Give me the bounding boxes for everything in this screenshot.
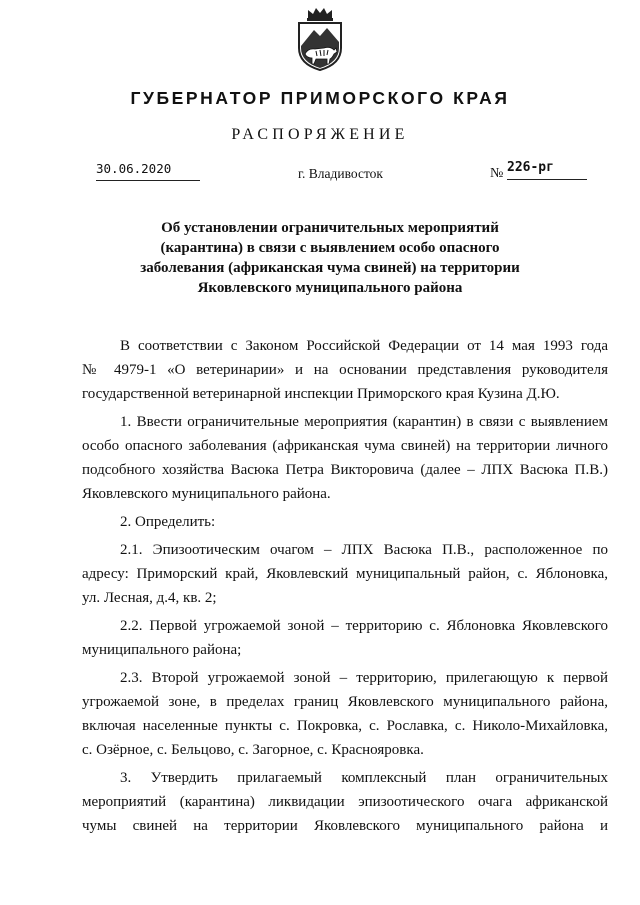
document-date: 30.06.2020 (96, 161, 200, 181)
text-line: мероприятий (карантина) ликвидации эпизоотического очага африканской (82, 794, 608, 810)
text-line: государственной ветеринарной инспекции Приморского края Кузина Д.Ю. (82, 386, 560, 402)
text-line: 2.2. Первой угрожаемой зоной – территорию с. Яблоновка Яковлевского (120, 618, 608, 634)
text-line: В соответствии с Законом Российской Федерации от 14 мая 1993 года (120, 338, 608, 354)
paragraph-item-2-1 (82, 538, 608, 610)
text-line: 2. Определить: (120, 514, 216, 530)
document-city: г. Владивосток (298, 166, 383, 181)
document-type: РАСПОРЯЖЕНИЕ (231, 126, 409, 143)
document-title (110, 218, 550, 298)
text-line: с. Озёрное, с. Бельцово, с. Загорное, с. Краснояровка. (82, 742, 424, 758)
text-line: 2.3. Второй угрожаемой зоной – территорию, прилегающую к первой (120, 670, 608, 686)
text-line: 1. Ввести ограничительные мероприятия (карантин) в связи с выявлением (120, 414, 608, 430)
text-line: Яковлевского муниципального района. (82, 486, 331, 502)
title-line: Яковлевского муниципального района (197, 280, 463, 296)
text-line: муниципального района; (82, 642, 242, 658)
paragraph-item-3 (82, 766, 608, 838)
text-line: подсобного хозяйства Васюка Петра Викторовича (далее – ЛПХ Васюка П.В.) (82, 462, 608, 478)
text-line: включая населенные пункты с. Покровка, с. Рославка, с. Николо-Михайловка, (82, 718, 608, 734)
text-line: угрожаемой зоне, в пределах границ Яковлевского муниципального района, (82, 694, 608, 710)
document-body (82, 334, 608, 842)
paragraph-item-2 (82, 510, 608, 534)
text-line: 3. Утвердить прилагаемый комплексный план ограничительных (120, 770, 608, 786)
paragraph-item-1 (82, 410, 608, 506)
text-line: ул. Лесная, д.4, кв. 2; (82, 590, 217, 606)
coat-of-arms-tiger-icon (294, 6, 346, 72)
paragraph-item-2-3 (82, 666, 608, 762)
number-sign: № (490, 166, 504, 181)
text-line: 2.1. Эпизоотическим очагом – ЛПХ Васюка П.В., расположенное по (120, 542, 608, 558)
text-line: чумы свиней на территории Яковлевского муниципального района и (82, 818, 608, 834)
text-line: № 4979-1 «О ветеринарии» и на основании представления руководителя (82, 362, 608, 378)
paragraph-item-2-2 (82, 614, 608, 662)
title-line: Об установлении ограничительных мероприятий (161, 220, 499, 236)
authority-heading: ГУБЕРНАТОР ПРИМОРСКОГО КРАЯ (130, 88, 510, 108)
paragraph-preamble (82, 334, 608, 406)
document-number: 226-рг (507, 160, 587, 180)
title-line: (карантина) в связи с выявлением особо опасного (160, 240, 500, 256)
text-line: особо опасного заболевания (африканская чума свиней) на территории личного (82, 438, 608, 454)
title-line: заболевания (африканская чума свиней) на территории (140, 260, 520, 276)
text-line: адресу: Приморский край, Яковлевский муниципальный район, с. Яблоновка, (82, 566, 608, 582)
